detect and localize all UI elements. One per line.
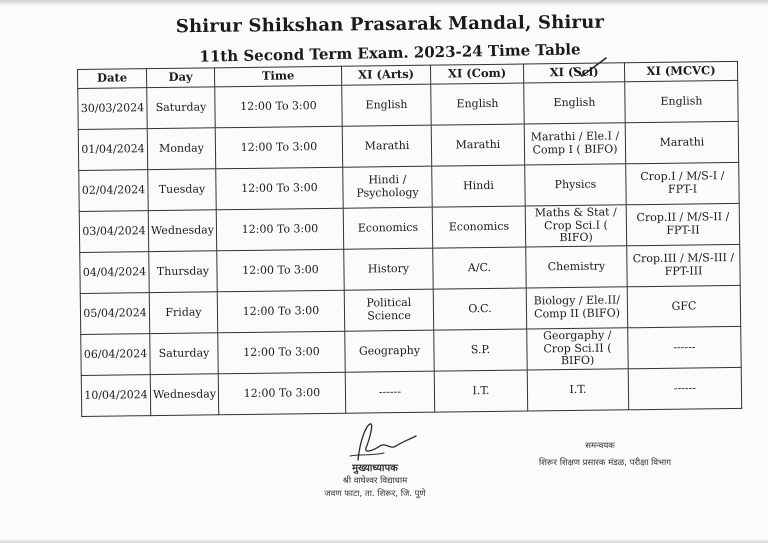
cell-time: 12:00 To 3:00: [217, 249, 344, 292]
cell-arts: Hindi / Psychology: [343, 166, 432, 208]
cell-sci: English: [524, 82, 625, 124]
cell-com: S.P.: [434, 329, 527, 371]
cell-day: Tuesday: [148, 169, 217, 211]
paper-bottom-edge: [0, 539, 768, 543]
table-row: [81, 367, 741, 416]
cell-day: Wednesday: [148, 210, 217, 252]
cell-sci: Marathi / Ele.I / Comp I ( BIFO): [524, 123, 625, 165]
header-time: Time: [215, 66, 342, 87]
cell-mcvc: English: [625, 80, 738, 122]
cell-com: A/C.: [433, 247, 526, 289]
coordinator-organization: शिरूर शिक्षण प्रसारक मंडळ, परीक्षा विभाग: [538, 458, 672, 468]
cell-date: 10/04/2024: [81, 375, 150, 417]
cell-mcvc: Crop.I / M/S-I / FPT-I: [626, 162, 739, 204]
cell-date: 03/04/2024: [79, 211, 148, 253]
cell-arts: Marathi: [342, 125, 431, 167]
cell-arts: English: [342, 84, 431, 126]
cell-com: English: [431, 83, 524, 125]
cell-com: I.T.: [434, 370, 527, 412]
cell-arts: ------: [345, 371, 434, 413]
cell-mcvc: Crop.III / M/S-III / FPT-III: [627, 244, 740, 286]
cell-com: O.C.: [433, 288, 526, 330]
cell-date: 01/04/2024: [78, 129, 147, 171]
cell-time: 12:00 To 3:00: [216, 208, 343, 251]
cell-time: 12:00 To 3:00: [218, 372, 345, 415]
cell-time: 12:00 To 3:00: [217, 290, 344, 333]
cell-day: Wednesday: [150, 374, 219, 416]
header-com: XI (Com): [430, 64, 523, 84]
header-date: Date: [78, 69, 147, 89]
paper-top-edge: [0, 0, 768, 6]
cell-time: 12:00 To 3:00: [218, 331, 345, 374]
cell-com: Marathi: [431, 124, 524, 166]
cell-sci: Chemistry: [526, 246, 627, 288]
cell-sci: Maths & Stat / Crop Sci.I ( BIFO): [525, 205, 626, 247]
cell-mcvc: ------: [628, 326, 741, 368]
cell-day: Monday: [147, 128, 216, 170]
signature-school: श्री वाघेश्वर विद्याधाम: [342, 476, 408, 486]
header-day: Day: [147, 68, 215, 88]
cell-day: Thursday: [149, 251, 218, 293]
signature-role: मुख्याध्यापक: [352, 463, 398, 474]
cell-com: Economics: [432, 206, 525, 248]
cell-date: 06/04/2024: [81, 334, 150, 376]
cell-sci: Biology / Ele.II/ Comp II (BIFO): [526, 287, 627, 329]
cell-mcvc: Crop.II / M/S-II / FPT-II: [626, 203, 739, 245]
cell-time: 12:00 To 3:00: [216, 167, 343, 210]
cell-date: 30/03/2024: [78, 88, 147, 130]
cell-mcvc: Marathi: [625, 121, 738, 163]
coordinator-title: समन्वयक: [585, 441, 615, 451]
document-subtitle: 11th Second Term Exam. 2023-24 Time Table: [199, 40, 581, 66]
cell-sci: Georgaphy / Crop Sci.II ( BIFO): [527, 328, 628, 370]
cell-com: Hindi: [432, 165, 525, 207]
cell-mcvc: ------: [628, 367, 741, 409]
cell-arts: Geography: [345, 330, 434, 372]
header-arts: XI (Arts): [342, 65, 431, 85]
cell-time: 12:00 To 3:00: [215, 85, 342, 128]
cell-date: 02/04/2024: [79, 170, 148, 212]
cell-day: Saturday: [150, 333, 219, 375]
cell-arts: Political Science: [344, 289, 433, 331]
cell-arts: Economics: [343, 207, 432, 249]
header-mcvc: XI (MCVC): [624, 61, 737, 81]
cell-arts: History: [344, 248, 433, 290]
cell-sci: Physics: [525, 164, 626, 206]
cell-day: Friday: [149, 292, 218, 334]
cell-date: 04/04/2024: [80, 252, 149, 294]
cell-sci: I.T.: [527, 369, 628, 411]
document-title: Shirur Shikshan Prasarak Mandal, Shirur: [175, 11, 605, 38]
timetable-container: [77, 61, 742, 417]
cell-mcvc: GFC: [627, 285, 740, 327]
header-sci: XI (Sci): [523, 63, 624, 83]
cell-time: 12:00 To 3:00: [215, 126, 342, 169]
cell-day: Saturday: [147, 87, 216, 129]
cell-date: 05/04/2024: [80, 293, 149, 335]
signature-scribble-icon: [340, 420, 420, 464]
principal-signature-block: [300, 420, 450, 500]
timetable: [77, 61, 742, 417]
signature-place: जवण फाटा, ता. शिरूर, जि. पुणे: [324, 489, 426, 499]
